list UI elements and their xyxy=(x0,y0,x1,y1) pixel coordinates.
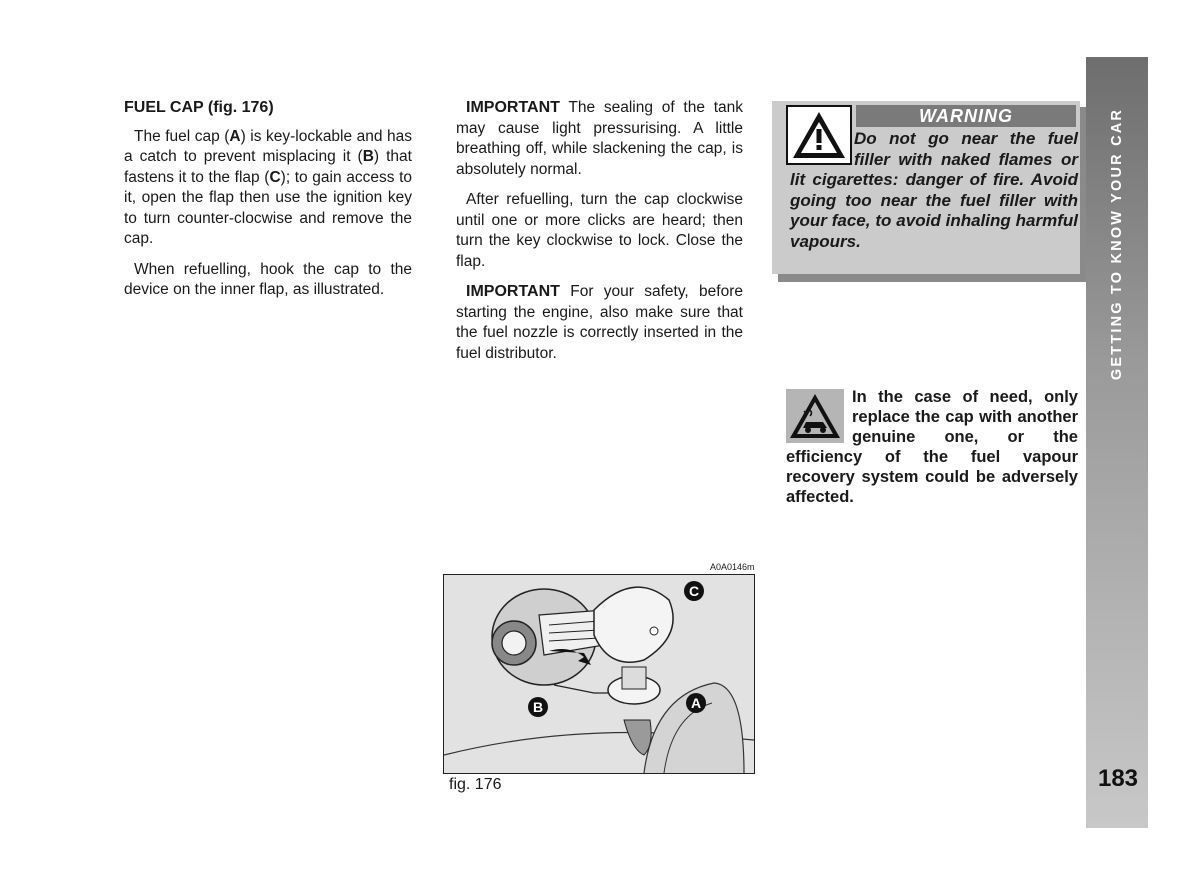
figure-caption: fig. 176 xyxy=(449,776,502,793)
paragraph-important-sealing: IMPORTANT The sealing of the tank may cause light pressurising. A little breathing off, while slackening the cap, is absolutely normal. xyxy=(456,99,743,178)
figure-label-a: A xyxy=(686,693,706,713)
page-number: 183 xyxy=(1097,765,1139,792)
warning-title: WARNING xyxy=(856,105,1076,127)
chapter-title: GETTING TO KNOW YOUR CAR xyxy=(1109,107,1125,381)
paragraph-refuelling: When refuelling, hook the cap to the device on the inner flap, as illustrated. xyxy=(124,260,412,298)
warning-text: Do not go near the fuel filler with naked flames or lit cigarettes: danger of fire. Avoid going too near the fuel filler with your face, to avoid inhaling harmful vapours. xyxy=(790,129,1078,251)
figure-code: A0A0146m xyxy=(710,562,755,572)
warning-shadow xyxy=(778,274,1088,282)
paragraph-after-refuelling: After refuelling, turn the cap clockwise until one or more clicks are heard; then turn the key clockwise to lock. Close the flap. xyxy=(456,191,743,270)
column-fuel-cap xyxy=(124,98,412,311)
figure-176-illustration xyxy=(443,574,755,774)
environment-note xyxy=(786,387,1078,507)
paragraph-important-safety: IMPORTANT For your safety, before starting the engine, also make sure that the fuel nozzle is correctly inserted in the fuel distributor. xyxy=(456,283,743,362)
paragraph-fuel-cap: The fuel cap (A) is key-lockable and has a catch to prevent misplacing it (B) that fastens it to the flap (C); to gain access to it, open the flap then use the ignition key to turn counter-clocwise and remove the cap. xyxy=(124,127,412,247)
figure-label-b: B xyxy=(528,697,548,717)
environment-text: In the case of need, only replace the cap with another genuine one, or the efficiency of the fuel vapour recovery system could be adversely affected. xyxy=(786,388,1078,506)
figure-label-c: C xyxy=(684,581,704,601)
warning-box xyxy=(772,101,1080,274)
environment-car-icon xyxy=(786,389,844,443)
section-heading: FUEL CAP (fig. 176) xyxy=(124,99,274,116)
column-important xyxy=(456,98,743,374)
